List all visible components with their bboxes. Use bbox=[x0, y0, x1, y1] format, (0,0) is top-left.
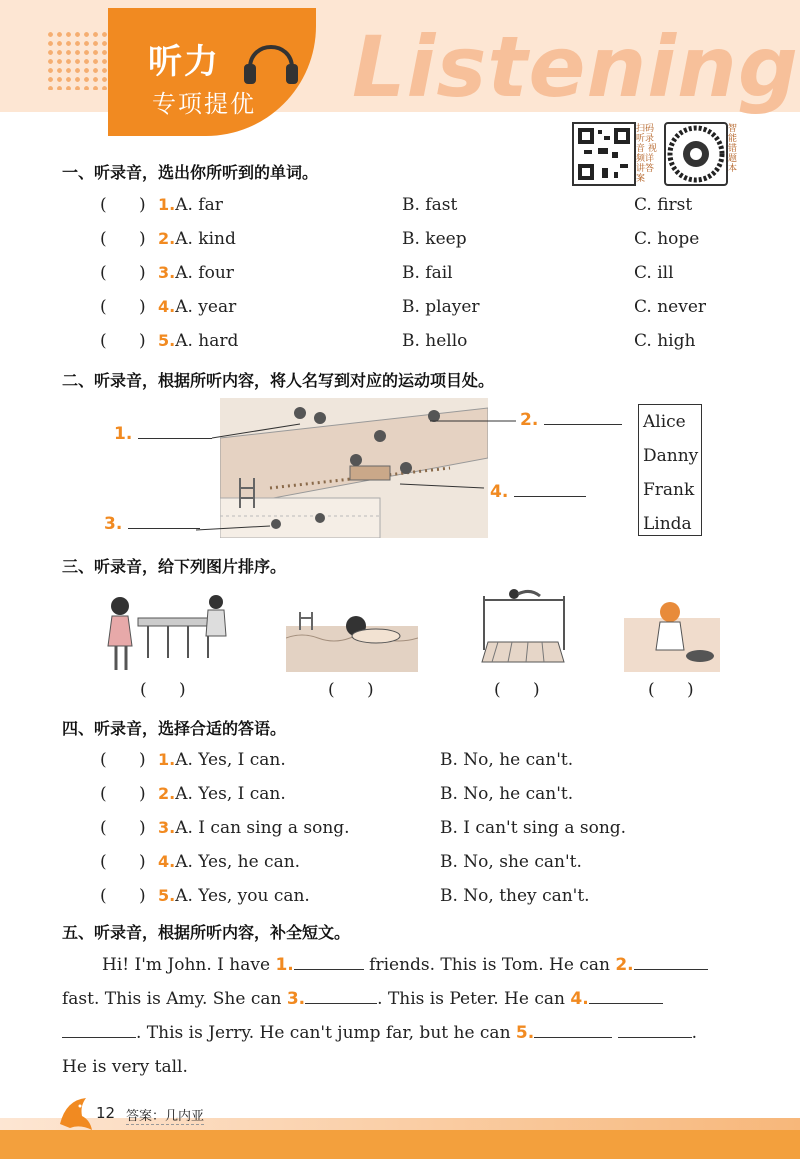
option-c: C. first bbox=[634, 195, 693, 215]
passage-text: friends. This is Tom. He can bbox=[369, 955, 610, 975]
footer-band bbox=[0, 1130, 800, 1159]
sport-blank-1[interactable] bbox=[114, 424, 212, 444]
blank-label: 1. bbox=[275, 955, 294, 975]
item-number: 4. bbox=[158, 297, 176, 316]
option-a: A. I can sing a song. bbox=[175, 818, 350, 838]
high-jump-picture bbox=[478, 586, 570, 670]
blank-label: 3. bbox=[104, 514, 123, 534]
option-a: A. Yes, he can. bbox=[175, 852, 301, 872]
header-title-top: 听力 bbox=[148, 42, 220, 82]
item-number: 5. bbox=[158, 331, 176, 350]
option-a: A. kind bbox=[175, 229, 236, 249]
item-number: 3. bbox=[158, 263, 176, 282]
section3-title: 三、听录音，给下列图片排序。 bbox=[62, 557, 287, 576]
answer-paren[interactable]: ( ) bbox=[100, 195, 146, 215]
dolphin-icon bbox=[56, 1094, 96, 1138]
option-a: A. hard bbox=[175, 331, 239, 351]
blank-label: 4. bbox=[570, 989, 589, 1009]
option-a: A. year bbox=[175, 297, 237, 317]
name-alice: Alice bbox=[643, 412, 686, 432]
page-number: 12 bbox=[96, 1104, 116, 1122]
item-number: 1. bbox=[158, 195, 176, 214]
blank-line[interactable] bbox=[544, 424, 622, 425]
passage-blank-4-cont[interactable] bbox=[62, 1037, 136, 1038]
header-banner: Listening bbox=[352, 18, 799, 116]
passage-text: . This is Jerry. He can't jump far, but he can bbox=[136, 1023, 511, 1043]
option-a: A. Yes, I can. bbox=[175, 750, 286, 770]
answer-paren[interactable]: ( ) bbox=[100, 263, 146, 283]
qr-right-caption: 智能错题本 bbox=[728, 124, 738, 174]
sport-blank-2[interactable] bbox=[520, 410, 622, 430]
name-danny: Danny bbox=[643, 446, 699, 466]
answer-paren[interactable]: ( ) bbox=[100, 886, 146, 906]
item-number: 1. bbox=[158, 750, 176, 769]
answer-paren[interactable]: ( ) bbox=[100, 750, 146, 770]
option-c: C. high bbox=[634, 331, 696, 351]
header-title-bottom: 专项提优 bbox=[152, 90, 256, 118]
riddle-answer: 答案：几内亚 bbox=[126, 1105, 204, 1125]
option-a: A. Yes, I can. bbox=[175, 784, 286, 804]
name-box bbox=[638, 404, 702, 536]
qr-left-caption: 扫码听录音 视频详讲答案 bbox=[636, 124, 657, 184]
passage-text: . bbox=[691, 1023, 698, 1043]
option-b: B. No, they can't. bbox=[440, 886, 590, 906]
sport-blank-3[interactable] bbox=[104, 514, 200, 534]
order-paren-1[interactable]: ( ) bbox=[140, 680, 186, 700]
passage-blank-2[interactable] bbox=[634, 969, 708, 970]
sport-blank-4[interactable] bbox=[490, 482, 586, 502]
option-a: A. far bbox=[175, 195, 223, 215]
passage-blank-3[interactable] bbox=[305, 1003, 377, 1004]
blank-label: 4. bbox=[490, 482, 509, 502]
passage-blank-4[interactable] bbox=[589, 1003, 663, 1004]
option-b: B. hello bbox=[402, 331, 468, 351]
blank-label: 3. bbox=[286, 989, 306, 1009]
passage-blank-5a[interactable] bbox=[534, 1037, 612, 1038]
blank-label: 5. bbox=[515, 1023, 535, 1043]
item-number: 5. bbox=[158, 886, 176, 905]
passage-line-2 bbox=[62, 989, 663, 1009]
option-b: B. player bbox=[402, 297, 480, 317]
option-b: B. I can't sing a song. bbox=[440, 818, 627, 838]
passage-text: Hi! I'm John. I have bbox=[102, 955, 271, 975]
blank-label: 2. bbox=[520, 410, 539, 430]
answer-paren[interactable]: ( ) bbox=[100, 784, 146, 804]
passage-line-1 bbox=[102, 955, 708, 975]
item-number: 2. bbox=[158, 784, 176, 803]
name-frank: Frank bbox=[643, 480, 695, 500]
option-a: A. four bbox=[175, 263, 234, 283]
answer-paren[interactable]: ( ) bbox=[100, 852, 146, 872]
option-b: B. fast bbox=[402, 195, 458, 215]
option-c: C. hope bbox=[634, 229, 700, 249]
passage-blank-5b[interactable] bbox=[618, 1037, 692, 1038]
passage-line-4: He is very tall. bbox=[62, 1057, 188, 1077]
option-b: B. fail bbox=[402, 263, 453, 283]
answer-paren[interactable]: ( ) bbox=[100, 229, 146, 249]
option-c: C. never bbox=[634, 297, 707, 317]
order-paren-4[interactable]: ( ) bbox=[648, 680, 694, 700]
beach-play-picture bbox=[624, 598, 720, 672]
passage-blank-1[interactable] bbox=[294, 969, 364, 970]
option-c: C. ill bbox=[634, 263, 674, 283]
blank-line[interactable] bbox=[128, 528, 200, 529]
item-number: 3. bbox=[158, 818, 176, 837]
section2-title: 二、听录音，根据所听内容，将人名写到对应的运动项目处。 bbox=[62, 371, 495, 390]
passage-line-3 bbox=[62, 1023, 697, 1043]
blank-label: 1. bbox=[114, 424, 133, 444]
answer-paren[interactable]: ( ) bbox=[100, 331, 146, 351]
section5-title: 五、听录音，根据所听内容，补全短文。 bbox=[62, 923, 351, 942]
section4-title: 四、听录音，选择合适的答语。 bbox=[62, 719, 287, 738]
name-linda: Linda bbox=[643, 514, 692, 534]
passage-text: fast. This is Amy. She can bbox=[62, 989, 282, 1009]
option-b: B. No, she can't. bbox=[440, 852, 582, 872]
passage-text: . This is Peter. He can bbox=[377, 989, 565, 1009]
option-b: B. No, he can't. bbox=[440, 750, 574, 770]
order-paren-3[interactable]: ( ) bbox=[494, 680, 540, 700]
option-b: B. keep bbox=[402, 229, 467, 249]
item-number: 2. bbox=[158, 229, 176, 248]
order-paren-2[interactable]: ( ) bbox=[328, 680, 374, 700]
answer-paren[interactable]: ( ) bbox=[100, 818, 146, 838]
answer-paren[interactable]: ( ) bbox=[100, 297, 146, 317]
option-a: A. Yes, you can. bbox=[175, 886, 310, 906]
ping-pong-picture bbox=[98, 592, 234, 674]
item-number: 4. bbox=[158, 852, 176, 871]
swimming-picture bbox=[286, 602, 418, 672]
blank-line[interactable] bbox=[514, 496, 586, 497]
section1-title: 一、听录音，选出你所听到的单词。 bbox=[62, 163, 319, 182]
blank-label: 2. bbox=[615, 955, 634, 975]
blank-line[interactable] bbox=[138, 438, 212, 439]
option-b: B. No, he can't. bbox=[440, 784, 574, 804]
